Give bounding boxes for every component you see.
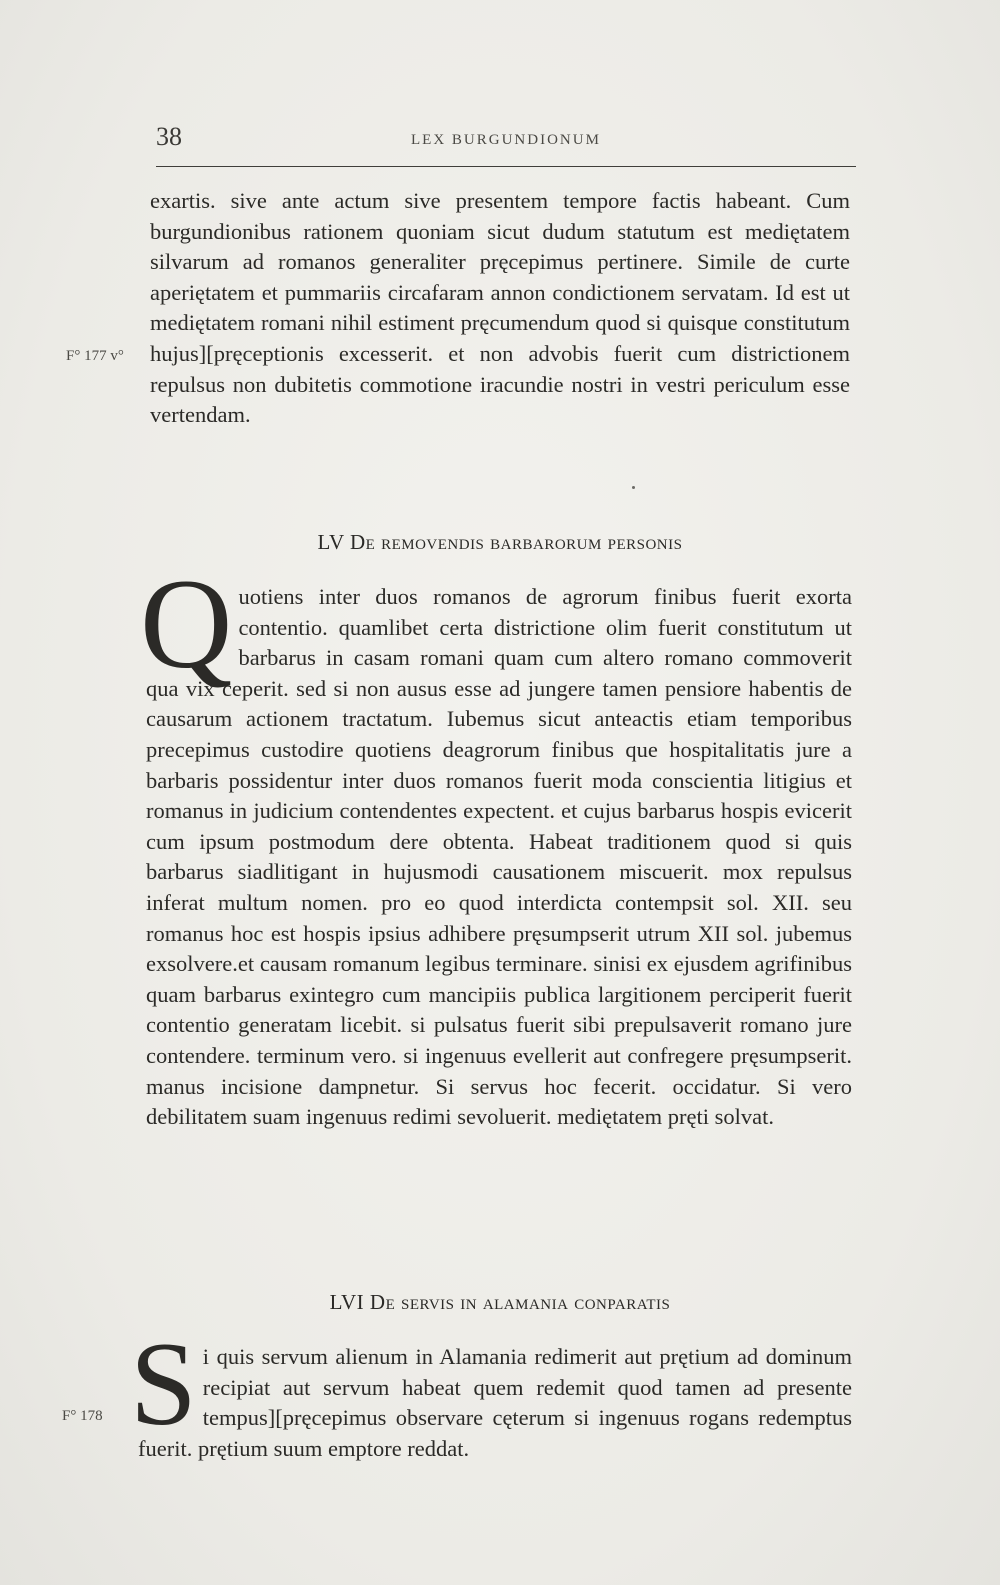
margin-note-folio-177v: F° 177 v° (66, 348, 124, 364)
section-heading-lvi (150, 1290, 850, 1315)
section-number-lv: LV (317, 530, 345, 554)
page-header (156, 122, 856, 162)
section-lv-text: uotiens inter duos romanos de agrorum finibus fuerit exorta contentio. quamlibet certa districtione olim fuerit constitutum ut barbarus in casam romani quam cum altero romano commoverit qua vix ceperit. sed si non ausus esse ad jungere tamen pensiore habentis de causarum actionem tractatum. Iubemus sicut anteactis etiam temporibus precepimus custodire quotiens deagrorum finibus que hospitalitatis jure a barbaris possidentur inter duos romanos fuerit moda conscientia litigius et romanus in judicium contendentes expectent. et cujus barbarus hospis evicerit cum ipsum postmodum dere obtenta. Habeat traditionem quod si quis barbarus siadlitigant in hujusmodi causationem miscuerit. mox repulsus inferat multum nomen. pro eo quod interdicta contempsit sol. XII. seu romanus hoc est hospis ipsius adhibere pręsumpserit utrum XII sol. jubemus exsolvere.et causam romanum legibus terminare. sinisi ex ejusdem agrifinibus quam barbarus exintegro cum mancipiis publica largitionem perciperit fuerit contentio generatam licebit. si pulsatus fuerit sibi prepulsaverit romano jure contendere. terminum vero. si ingenuus evellerit aut confregere pręsumpserit. manus incisione dampnetur. Si servus hoc fecerit. occidatur. Si vero debilitatem suam ingenuus redimi sevoluerit. mediętatem pręti solvat. (146, 584, 852, 1130)
section-title-initial-lvi: D (369, 1290, 386, 1314)
section-lv-paragraph (140, 553, 852, 1133)
continuation-paragraph (150, 186, 850, 431)
running-head: LEX BURGUNDIONUM (411, 132, 601, 148)
page-number: 38 (156, 122, 182, 151)
section-title-initial-lv: D (349, 530, 366, 554)
section-lvi-text: i quis servum alienum in Alamania redimerit aut prętium ad dominum recipiat aut servum habeat quem redemit quod tamen ad presente tempus][pręcepimus observare cęterum si ingenuus rogans redemptus fuerit. prętium suum emptore reddat. (138, 1344, 852, 1461)
continuation-text: exartis. sive ante actum sive presentem tempore factis habeant. Cum burgundionibus rationem quoniam sicut dudum statutum est mediętatem silvarum ad romanos generaliter pręcepimus pertinere. Simile de curte aperiętatem et pummariis circafaram annon condictionem servatam. Id est ut mediętatem romani nihil estiment pręcumendum quod si quisque constitutum hujus][pręceptionis excesserit. et non advobis fuerit cum districtionem repulsus non dubitetis commotione iracundie nostri in vestri periculum esse vertendam. (150, 188, 850, 428)
section-title-lvi: e servis in alamania conparatis (385, 1290, 671, 1314)
section-title-lv: e removendis barbarorum personis (365, 530, 683, 554)
section-heading-lv (150, 530, 850, 555)
drop-cap-s: S (130, 1317, 197, 1450)
section-number-lvi: LVI (329, 1290, 365, 1314)
margin-note-folio-178: F° 178 (62, 1408, 103, 1424)
header-rule (156, 166, 856, 167)
section-lvi-paragraph (130, 1317, 852, 1464)
drop-cap-q: Q (140, 553, 233, 695)
ink-speck (632, 486, 635, 489)
